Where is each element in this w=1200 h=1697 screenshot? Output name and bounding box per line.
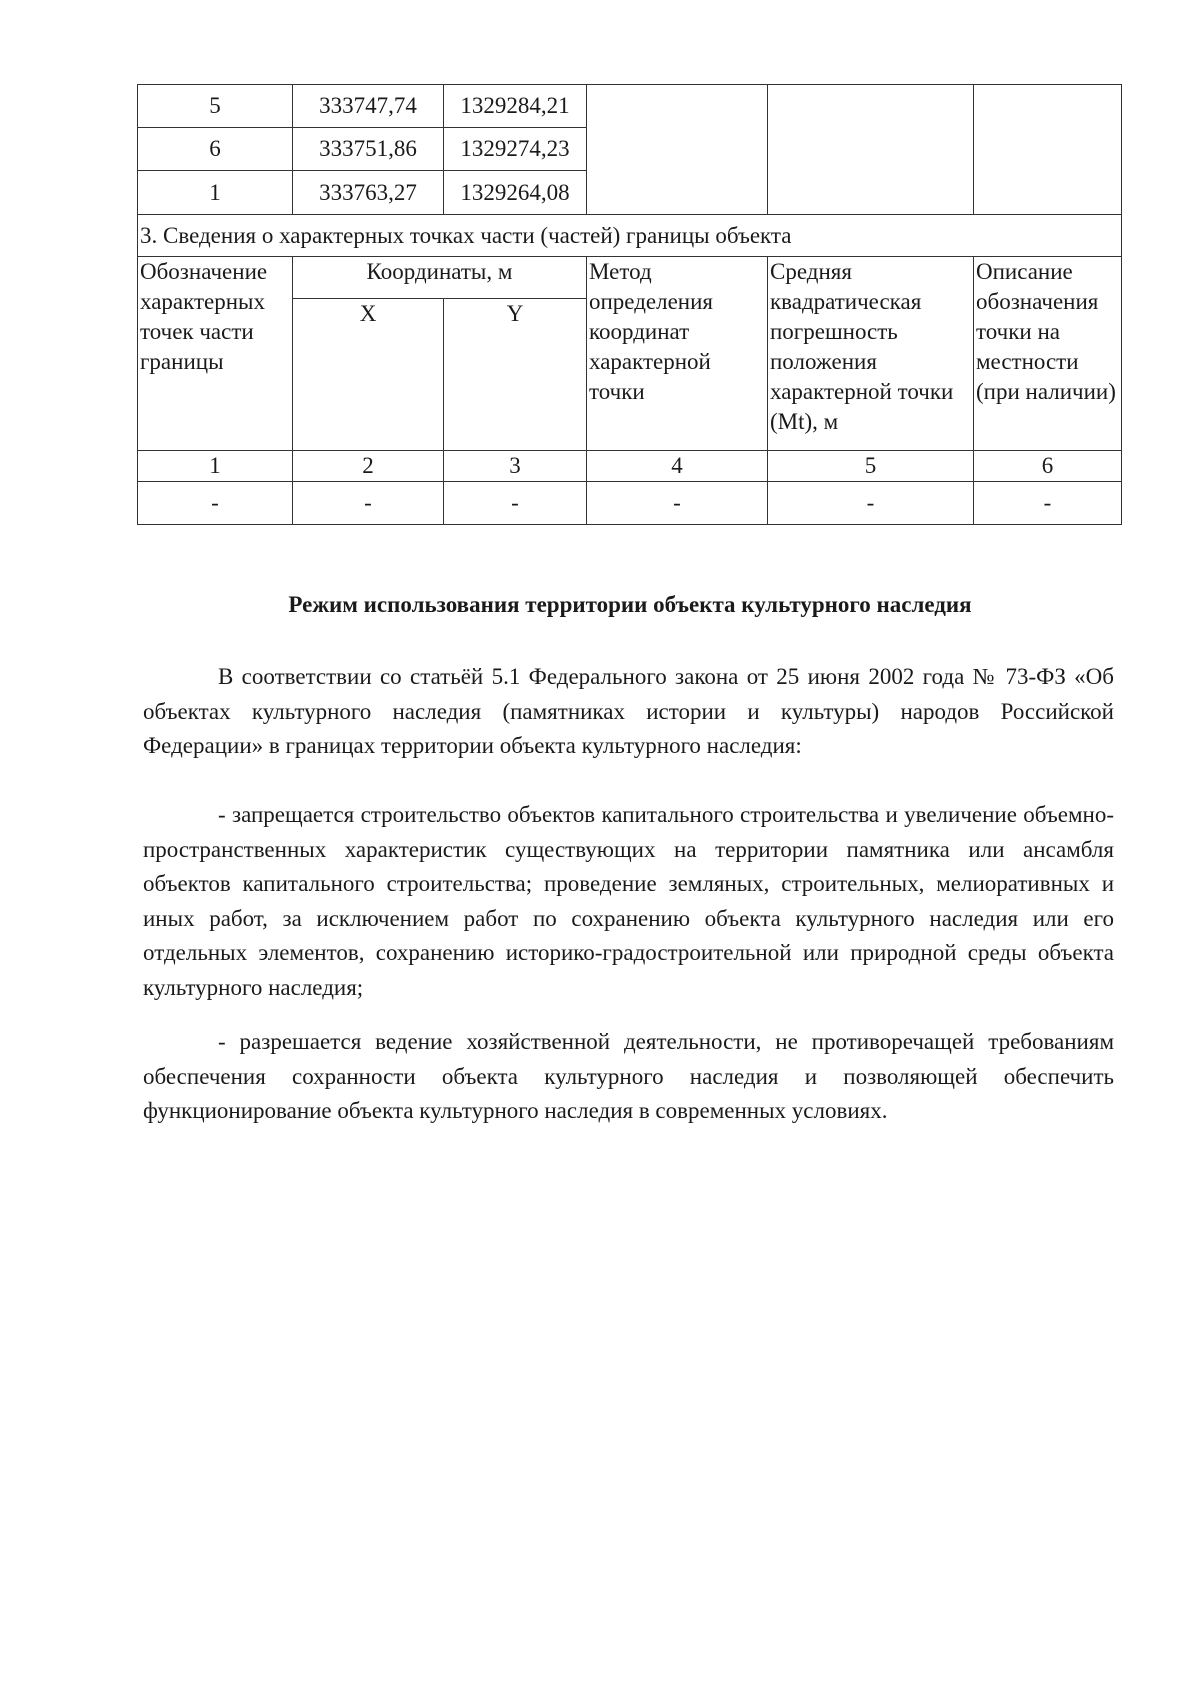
empty-value: - [138,482,293,525]
empty-value: - [293,482,444,525]
coord-y: 1329264,08 [444,171,587,215]
column-number: 5 [768,451,974,482]
coordinates-table [137,84,1122,525]
point-number: 6 [138,128,293,171]
header-point-designation: Обозначение характерных точек части границы [138,257,293,451]
coord-y: 1329274,23 [444,128,587,171]
empty-value: - [768,482,974,525]
column-number-row [138,451,1122,482]
header-description: Описание обозначения точки на местности (при наличии) [974,257,1122,451]
point-number: 5 [138,85,293,128]
table-row [138,482,1122,525]
header-x: X [293,299,444,451]
paragraph-prohibited: - запрещается строительство объектов капитального строительства и увеличение объемно-пространственных характеристик существующих на территории памятника или ансамбля объектов капитального строительства; проведение земляных, строительных, мелиоративных и иных работ, за исключением работ по сохранению объекта культурного наследия или его отдельных элементов, сохранению историко-градостроительной или природной среды объекта культурного наследия; [143,802,1114,1000]
section-row [138,215,1122,257]
section-heading: Режим использования территории объекта культурного наследия [288,592,972,617]
header-y: Y [444,299,587,451]
paragraph-permitted: - разрешается ведение хозяйственной деятельности, не противоречащей требованиям обеспечения сохранности объекта культурного наследия и позволяющей обеспечить функционирование объекта культурного наследия в современных условиях. [143,1029,1114,1123]
table-row [138,85,1122,128]
coord-y: 1329284,21 [444,85,587,128]
paragraph-intro: В соответствии со статьёй 5.1 Федерального закона от 25 июня 2002 года № 73-ФЗ «Об объектах культурного наследия (памятниках истории и культуры) народов Российской Федерации» в границах территории объекта культурного наследия: [143,664,1114,758]
header-method: Метод определения координат характерной точки [587,257,768,451]
section-title: 3. Сведения о характерных точках части (частей) границы объекта [138,215,1122,257]
empty-value: - [587,482,768,525]
empty-cell [587,85,768,215]
empty-value: - [974,482,1122,525]
coord-x: 333751,86 [293,128,444,171]
empty-value: - [444,482,587,525]
coord-x: 333747,74 [293,85,444,128]
empty-cell [768,85,974,215]
column-number: 2 [293,451,444,482]
header-row [138,257,1122,299]
empty-cell [974,85,1122,215]
column-number: 6 [974,451,1122,482]
header-coordinates: Координаты, м [293,257,587,299]
header-rms-error: Средняя квадратическая погрешность положения характерной точки (Mt), м [768,257,974,451]
column-number: 4 [587,451,768,482]
column-number: 1 [138,451,293,482]
column-number: 3 [444,451,587,482]
point-number: 1 [138,171,293,215]
coord-x: 333763,27 [293,171,444,215]
